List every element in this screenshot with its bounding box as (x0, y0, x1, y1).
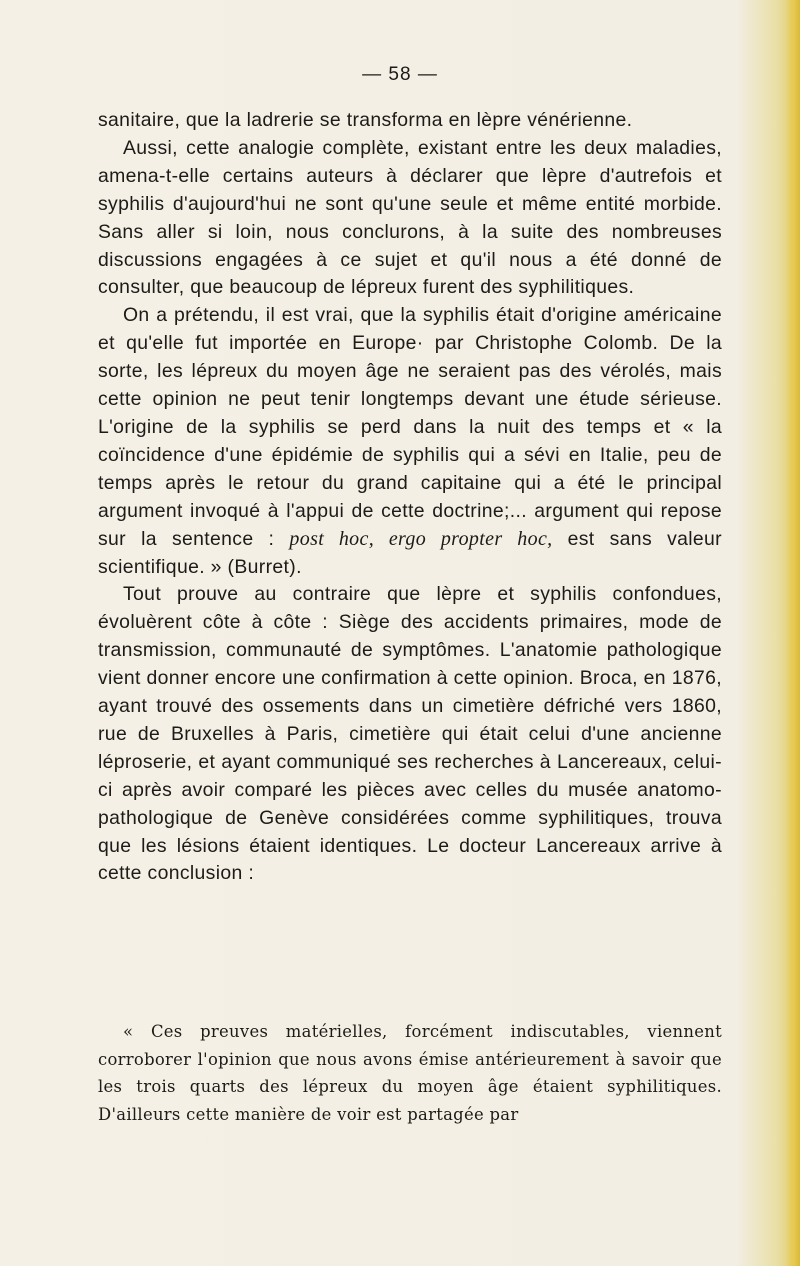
paragraph-1: sanitaire, que la ladrerie se transforma en lèpre vénérienne. (98, 109, 633, 131)
quotation: « Ces preuves matérielles, forcément indiscutables, viennent corroborer l'opinion que nous avons émise antérieurement à savoir que les trois quarts des lépreux du moyen âge étaient syphilitiques. D'ailleurs cette manière de voir est partagée par (98, 1022, 722, 1124)
latin-phrase: post hoc, ergo propter hoc, (289, 527, 553, 550)
page-edge (786, 0, 800, 1266)
page-number: — 58 — (362, 64, 438, 85)
paragraph-3-tail: est sans valeur scientifique. » (Burret). (98, 527, 722, 578)
paragraph-2: Aussi, cette analogie complète, existant entre les deux maladies, amena-t-elle certains auteurs à déclarer que lèpre d'autrefois et syphilis d'aujourd'hui ne sont qu'une seule et même entité morbide. Sans aller si loin, nous conclurons, à la suite des nombreuses discussions engagées à ce sujet et qu'il nous a été donné de consulter, que beaucoup de lépreux furent des syphilitiques. (98, 136, 722, 299)
paragraph-4: Tout prouve au contraire que lèpre et syphilis confondues, évoluèrent côte à côte : Siège des accidents primaires, mode de transmission, communauté de symptômes. L'anatomie pathologique vient donner encore une confirmation à cette opinion. Broca, en 1876, ayant trouvé des ossements dans un cimetière défriché vers 1860, rue de Bruxelles à Paris, cimetière qui était celui d'une ancienne léproserie, et ayant communiqué ses recherches à Lancereaux, celui-ci après avoir comparé les pièces avec celles du musée anatomo-pathologique de Genève considérées comme syphilitiques, trouva que les lésions étaient identiques. Le docteur Lancereaux arrive à cette conclusion : (98, 583, 722, 885)
paragraph-3-text: On a prétendu, il est vrai, que la syphilis était d'origine américaine et qu'elle fut importée en Europe· par Christophe Colomb. De la sorte, les lépreux du moyen âge ne seraient pas des vérolés, mais cette opinion ne peut tenir longtemps devant une étude sérieuse. L'origine de la syphilis se perd dans la nuit des temps et « la coïncidence d'une épidémie de syphilis qui a sévi en Italie, peu de temps après le retour du grand capitaine qui a été le principal argument invoqué à l'appui de cette doctrine;... argument qui repose sur la sentence : (98, 304, 722, 550)
paragraph-3 (98, 302, 722, 581)
body-text (98, 107, 722, 888)
